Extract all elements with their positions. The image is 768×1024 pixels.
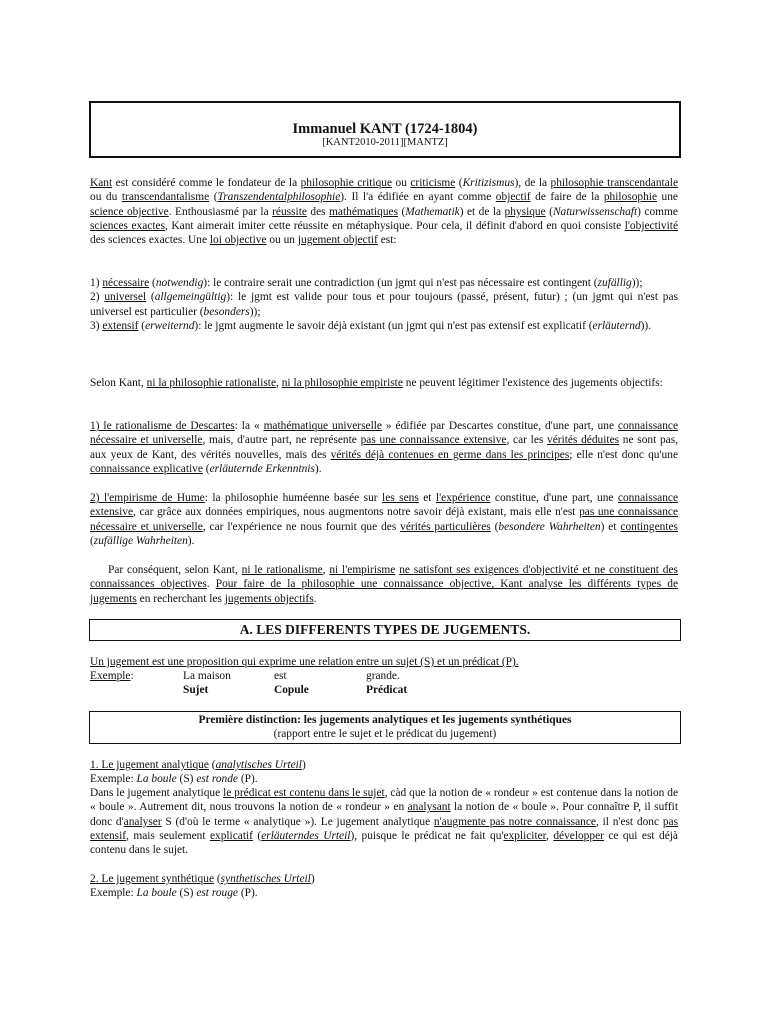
intro-paragraph: Kant est considéré comme le fondateur de la philosophie critique ou criticisme (Kritizismus), de la philosophie transcendantale ou du transcendantalisme (Transzendentalphilosophie). Il l'a édifiée en ayant comme objectif de faire de la philosophie une science objective. Enthousiasmé par la réussite des mathématiques (Mathematik) et de la physique (Naturwissenschaft) comme sciences exactes, Kant aimerait imiter cette réussite en métaphysique. Pour cela, il définit d'abord en quoi consiste l'objectivité des sciences exactes. Une loi objective ou un jugement objectif est: xyxy=(90,177,679,247)
analytic-paragraph: Dans le jugement analytique le prédicat est contenu dans le sujet, càd que la notion de « rondeur » est contenue dans la notion de « boule ». Autrement dit, nous trouvons la notion de « rondeur » en analysant la notion de « boule ». Pour connaître P, il suffit donc d'analyser S (d'où le terme « analytique »). Le jugement analytique n'augmente pas notre connaissance, il n'est donc pas extensif, mais seulement explicatif (erläuterndes Urteil), puisque le prédicat ne fait qu'expliciter, développer ce qui est déjà contenu dans le sujet. xyxy=(90,787,678,857)
section-heading: A. LES DIFFERENTS TYPES DE JUGEMENTS. xyxy=(89,619,681,641)
document-reference: [KANT2010-2011][MANTZ] xyxy=(322,137,448,148)
analytic-heading: 1. Le jugement analytique (analytisches Urteil) xyxy=(90,759,306,771)
kant-thesis-paragraph: Selon Kant, ni la philosophie rationaliste, ni la philosophie empiriste ne peuvent légitimer l'existence des jugements objectifs: xyxy=(90,377,663,389)
synthetic-heading: 2. Le jugement synthétique (synthetisches Urteil) xyxy=(90,873,315,885)
distinction-box xyxy=(89,711,681,744)
example-copula-word: est xyxy=(274,670,287,682)
role-copula: Copule xyxy=(274,684,309,696)
example-label: Exemple: xyxy=(90,670,134,682)
criteria-list: 1) nécessaire (notwendig): le contraire serait une contradiction (un jgmt qui n'est pas nécessaire est contingent (zufällig)); 2) universel (allgemeingültig): le jgmt est valide pour tous et pour toujours (passé, présent, futur) ; (un jgmt qui n'est pas universel est particulier (besonders)); 3) extensif (erweiternd): le jgmt augmente le savoir déjà existant (un jgmt qui n'est pas extensif est explicatif (erläuternd)). xyxy=(90,277,678,332)
role-predicate: Prédicat xyxy=(366,684,408,696)
empiricism-paragraph: 2) l'empirisme de Hume: la philosophie huméenne basée sur les sens et l'expérience constitue, d'une part, une connaissance extensive, car grâce aux données empiriques, nous augmentons notre savoir déjà existant, mais elle n'est pas une connaissance nécessaire et universelle, car l'expérience ne nous fournit que des vérités particulières (besondere Wahrheiten) et contingentes (zufällige Wahrheiten). xyxy=(90,492,679,547)
document-title: Immanuel KANT (1724-1804) xyxy=(292,121,478,137)
title-box xyxy=(89,101,681,158)
distinction-subtitle: (rapport entre le sujet et le prédicat du jugement) xyxy=(273,727,497,740)
distinction-title: Première distinction: les jugements analytiques et les jugements synthétiques xyxy=(198,714,572,726)
analytic-example: Exemple: La boule (S) est ronde (P). xyxy=(90,773,258,785)
example-predicate-word: grande. xyxy=(366,670,400,682)
role-subject: Sujet xyxy=(183,684,209,696)
example-subject-word: La maison xyxy=(183,670,231,682)
judgment-definition: Un jugement est une proposition qui exprime une relation entre un sujet (S) et un prédicat (P). xyxy=(90,656,519,668)
synthetic-example: Exemple: La boule (S) est rouge (P). xyxy=(90,887,258,899)
rationalism-paragraph: 1) le rationalisme de Descartes: la « mathématique universelle » édifiée par Descartes constitue, d'une part, une connaissance nécessaire et universelle, mais, d'autre part, ne représente pas une connaissance extensive, car les vérités déduites ne sont pas, aux yeux de Kant, des vérités nouvelles, mais des vérités déjà contenues en germe dans les principes; elle n'est donc qu'une connaissance explicative (erläuternde Erkenntnis). xyxy=(90,420,679,475)
conclusion-paragraph: Par conséquent, selon Kant, ni le rationalisme, ni l'empirisme ne satisfont ses exigences d'objectivité et ne constituent des connaissances objectives. Pour faire de la philosophie une connaissance objective, Kant analyse les différents types de jugements en recherchant les jugements objectifs. xyxy=(90,564,678,605)
